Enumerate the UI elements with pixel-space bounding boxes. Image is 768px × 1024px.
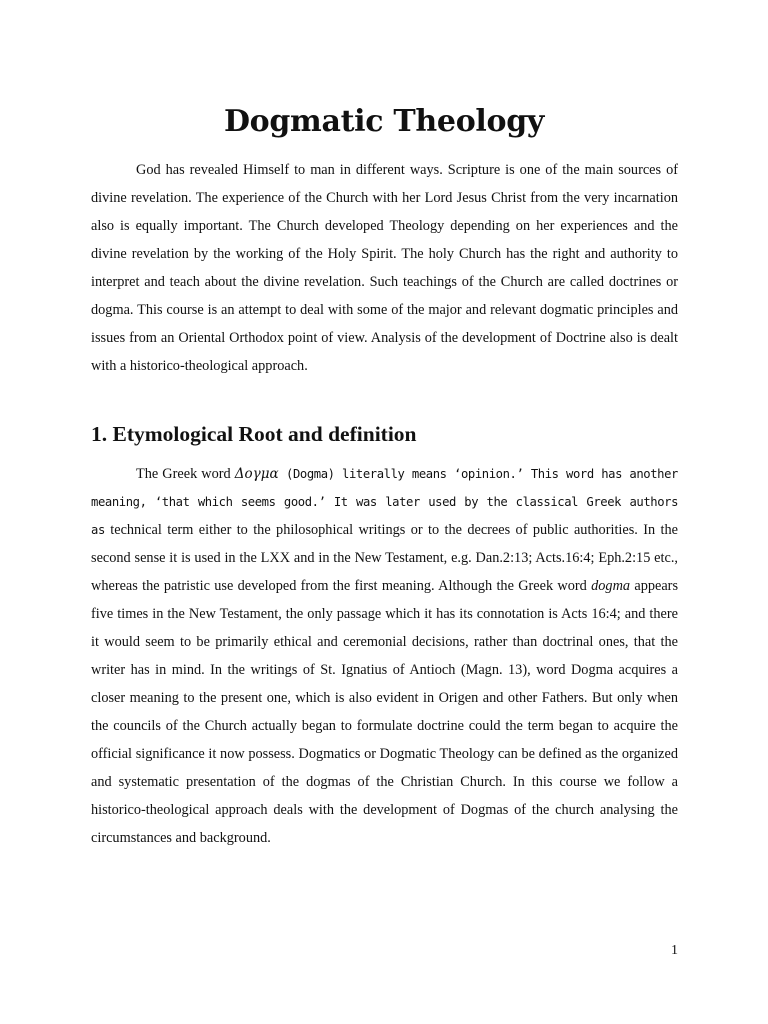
italic-term: dogma (591, 578, 631, 594)
intro-paragraph: God has revealed Himself to man in different ways. Scripture is one of the main sources of divine revelation. The experience of the Church with her Lord Jesus Christ from the very incarnation also is equally important. The Church developed Theology depending on her experiences and the divine revelation by the working of the Holy Spirit. The holy Church has the right and authority to interpret and teach about the divine revelation. Such teachings of the Church are called doctrines or dogma. This course is an attempt to deal with some of the major and relevant dogmatic principles and issues from an Oriental Orthodox point of view. Analysis of the development of Doctrine also is dealt with a historico-theological approach. (91, 162, 678, 374)
etymology-paragraph (91, 460, 678, 852)
etymology-text-body: technical term either to the philosophical writings or to the decrees of public authorities. In the second sense it is used in the LXX and in the New Testament, e.g. Dan.2:13; Acts.16:4; Eph.2:15 etc., whereas the patristic use developed from the first meaning. Although the Greek word (91, 522, 678, 594)
etymology-text-intro: The Greek word (136, 466, 235, 482)
greek-word: Δογμα (234, 466, 279, 482)
section-heading: 1. Etymological Root and definition (91, 422, 417, 446)
page-number: 1 (671, 943, 678, 958)
etymology-text-meaning: (Dogma) literally means ‘opinion.’ This word has another meaning, ‘that which seems good.’ It was later used by the classical Greek authors as (91, 467, 678, 537)
etymology-text-rest: appears five times in the New Testament, the only passage which it has its connotation is Acts 16:4; and there it would seem to be primarily ethical and ceremonial decisions, rather than doctrinal ones, that the writer has in mind. In the writings of St. Ignatius of Antioch (Magn. 13), word Dogma acquires a closer meaning to the present one, which is also evident in Origen and other Fathers. But only when the councils of the Church actually began to formulate doctrine could the term began to acquire the official significance it now possess. Dogmatics or Dogmatic Theology can be defined as the organized and systematic presentation of the dogmas of the Christian Church. In this course we follow a historico-theological approach deals with the development of Dogmas of the church analysing the circumstances and background. (91, 578, 679, 846)
document-title: Dogmatic Theology (223, 104, 545, 139)
